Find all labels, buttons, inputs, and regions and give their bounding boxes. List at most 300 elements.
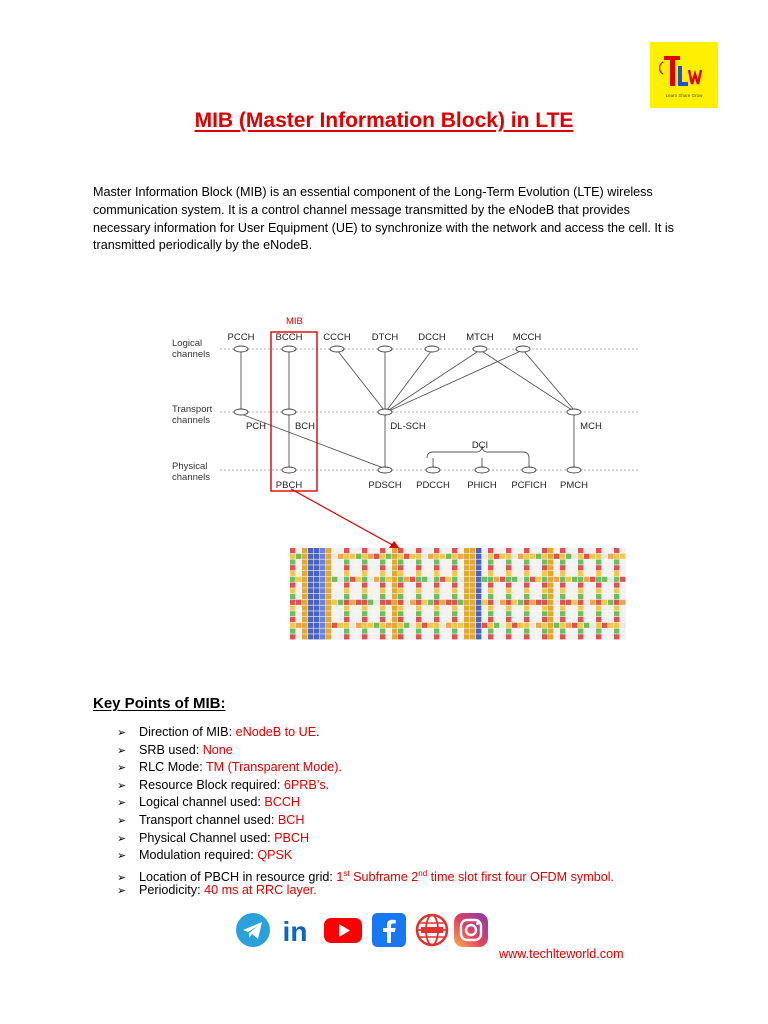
- grid-cell: [326, 588, 331, 593]
- grid-cell: [398, 554, 403, 559]
- transport-channel-bch: BCH: [294, 421, 316, 432]
- grid-cell: [476, 617, 481, 622]
- grid-cell: [446, 606, 451, 611]
- grid-cell: [464, 606, 469, 611]
- grid-cell: [464, 600, 469, 605]
- row-label-transport-1: Transport: [172, 404, 213, 415]
- grid-cell: [302, 588, 307, 593]
- grid-cell: [506, 611, 511, 616]
- grid-cell: [596, 577, 601, 582]
- key-point-label: Physical Channel used:: [139, 830, 275, 845]
- grid-cell: [332, 554, 337, 559]
- grid-cell: [416, 594, 421, 599]
- grid-cell: [422, 617, 427, 622]
- grid-cell: [488, 629, 493, 634]
- grid-cell: [524, 560, 529, 565]
- grid-cell: [398, 623, 403, 628]
- grid-cell: [320, 583, 325, 588]
- grid-cell: [470, 600, 475, 605]
- grid-cell: [350, 600, 355, 605]
- grid-cell: [494, 554, 499, 559]
- grid-cell: [416, 571, 421, 576]
- grid-cell: [350, 560, 355, 565]
- grid-cell: [296, 629, 301, 634]
- grid-cell: [392, 617, 397, 622]
- grid-cell: [470, 594, 475, 599]
- grid-cell: [512, 623, 517, 628]
- grid-cell: [530, 606, 535, 611]
- grid-cell: [536, 588, 541, 593]
- grid-cell: [314, 548, 319, 553]
- grid-cell: [566, 611, 571, 616]
- grid-cell: [542, 583, 547, 588]
- grid-cell: [338, 577, 343, 582]
- grid-cell: [320, 600, 325, 605]
- grid-cell: [380, 588, 385, 593]
- grid-cell: [578, 623, 583, 628]
- grid-cell: [362, 560, 367, 565]
- grid-cell: [374, 548, 379, 553]
- grid-cell: [434, 560, 439, 565]
- grid-cell: [374, 565, 379, 570]
- grid-cell: [500, 600, 505, 605]
- grid-cell: [416, 617, 421, 622]
- grid-cell: [458, 583, 463, 588]
- grid-cell: [488, 611, 493, 616]
- grid-cell: [404, 588, 409, 593]
- grid-cell: [476, 611, 481, 616]
- key-point-value: BCCH: [264, 795, 301, 810]
- linkedin-icon[interactable]: [278, 913, 312, 947]
- grid-cell: [404, 629, 409, 634]
- grid-cell: [308, 611, 313, 616]
- grid-cell: [512, 583, 517, 588]
- grid-cell: [566, 577, 571, 582]
- grid-cell: [404, 571, 409, 576]
- grid-cell: [560, 623, 565, 628]
- grid-cell: [488, 600, 493, 605]
- grid-cell: [554, 600, 559, 605]
- grid-cell: [290, 554, 295, 559]
- grid-cell: [296, 588, 301, 593]
- grid-cell: [452, 606, 457, 611]
- grid-cell: [362, 565, 367, 570]
- grid-cell: [386, 594, 391, 599]
- logo-tagline: Learn Share Grow: [665, 93, 703, 98]
- grid-cell: [428, 600, 433, 605]
- bullet-arrow-icon: ➢: [117, 850, 127, 863]
- grid-cell: [380, 548, 385, 553]
- grid-cell: [374, 611, 379, 616]
- grid-cell: [560, 594, 565, 599]
- grid-cell: [422, 594, 427, 599]
- grid-cell: [320, 617, 325, 622]
- grid-cell: [434, 623, 439, 628]
- grid-cell: [350, 611, 355, 616]
- grid-cell: [476, 623, 481, 628]
- grid-cell: [482, 548, 487, 553]
- grid-cell: [584, 583, 589, 588]
- grid-cell: [440, 571, 445, 576]
- logical-channel-mtch: MTCH: [466, 332, 494, 343]
- grid-cell: [290, 548, 295, 553]
- grid-cell: [344, 611, 349, 616]
- grid-cell: [416, 634, 421, 639]
- grid-cell: [386, 577, 391, 582]
- grid-cell: [398, 565, 403, 570]
- grid-cell: [296, 548, 301, 553]
- grid-cell: [506, 565, 511, 570]
- grid-cell: [524, 611, 529, 616]
- grid-cell: [524, 577, 529, 582]
- grid-cell: [530, 571, 535, 576]
- transport-channel-dl-sch: DL-SCH: [390, 421, 426, 432]
- grid-cell: [548, 611, 553, 616]
- grid-cell: [410, 571, 415, 576]
- grid-cell: [554, 583, 559, 588]
- grid-cell: [566, 571, 571, 576]
- grid-cell: [398, 600, 403, 605]
- grid-cell: [500, 623, 505, 628]
- grid-cell: [386, 617, 391, 622]
- grid-cell: [392, 571, 397, 576]
- grid-cell: [392, 588, 397, 593]
- grid-cell: [344, 606, 349, 611]
- grid-cell: [344, 600, 349, 605]
- grid-cell: [320, 634, 325, 639]
- grid-cell: [416, 548, 421, 553]
- youtube-icon[interactable]: [323, 913, 363, 947]
- grid-cell: [578, 577, 583, 582]
- grid-cell: [596, 617, 601, 622]
- grid-cell: [518, 548, 523, 553]
- grid-cell: [584, 560, 589, 565]
- row-label-physical-2: channels: [172, 472, 211, 483]
- grid-cell: [572, 617, 577, 622]
- grid-cell: [302, 634, 307, 639]
- grid-cell: [308, 571, 313, 576]
- grid-cell: [356, 577, 361, 582]
- grid-cell: [314, 623, 319, 628]
- grid-cell: [386, 600, 391, 605]
- grid-cell: [524, 554, 529, 559]
- grid-cell: [344, 583, 349, 588]
- grid-cell: [344, 571, 349, 576]
- grid-cell: [416, 583, 421, 588]
- grid-cell: [290, 617, 295, 622]
- grid-cell: [530, 577, 535, 582]
- grid-cell: [338, 594, 343, 599]
- grid-cell: [296, 617, 301, 622]
- grid-cell: [554, 577, 559, 582]
- grid-cell: [506, 617, 511, 622]
- grid-cell: [590, 565, 595, 570]
- bullet-arrow-icon: ➢: [117, 779, 127, 792]
- grid-cell: [362, 611, 367, 616]
- grid-cell: [608, 577, 613, 582]
- grid-cell: [332, 623, 337, 628]
- grid-cell: [602, 560, 607, 565]
- grid-cell: [602, 577, 607, 582]
- grid-cell: [344, 588, 349, 593]
- grid-cell: [548, 588, 553, 593]
- grid-cell: [620, 588, 625, 593]
- grid-cell: [548, 565, 553, 570]
- grid-cell: [416, 560, 421, 565]
- key-points-list: [117, 724, 614, 900]
- grid-cell: [524, 623, 529, 628]
- grid-cell: [350, 554, 355, 559]
- grid-cell: [344, 560, 349, 565]
- grid-cell: [464, 571, 469, 576]
- grid-cell: [434, 577, 439, 582]
- key-point-value: 6PRB’s.: [283, 777, 330, 792]
- grid-cell: [596, 554, 601, 559]
- key-point-label: Resource Block required:: [139, 777, 284, 792]
- grid-cell: [590, 548, 595, 553]
- grid-cell: [512, 634, 517, 639]
- grid-cell: [506, 629, 511, 634]
- grid-cell: [404, 594, 409, 599]
- grid-cell: [392, 606, 397, 611]
- grid-cell: [512, 571, 517, 576]
- grid-cell: [608, 606, 613, 611]
- grid-cell: [422, 634, 427, 639]
- grid-cell: [398, 583, 403, 588]
- grid-cell: [560, 611, 565, 616]
- grid-cell: [542, 634, 547, 639]
- grid-cell: [374, 588, 379, 593]
- grid-cell: [536, 583, 541, 588]
- grid-cell: [518, 629, 523, 634]
- physical-channel-phich: PHICH: [467, 480, 497, 491]
- grid-cell: [464, 577, 469, 582]
- grid-cell: [572, 600, 577, 605]
- grid-cell: [302, 611, 307, 616]
- grid-cell: [614, 634, 619, 639]
- grid-cell: [290, 583, 295, 588]
- grid-cell: [428, 629, 433, 634]
- grid-cell: [344, 629, 349, 634]
- grid-cell: [296, 583, 301, 588]
- grid-cell: [332, 571, 337, 576]
- grid-cell: [602, 571, 607, 576]
- grid-cell: [590, 634, 595, 639]
- grid-cell: [476, 560, 481, 565]
- grid-cell: [440, 554, 445, 559]
- grid-cell: [464, 623, 469, 628]
- grid-cell: [512, 600, 517, 605]
- grid-cell: [374, 560, 379, 565]
- grid-cell: [566, 623, 571, 628]
- bullet-arrow-icon: ➢: [117, 762, 127, 775]
- grid-cell: [320, 548, 325, 553]
- grid-cell: [482, 571, 487, 576]
- grid-cell: [536, 611, 541, 616]
- grid-cell: [620, 600, 625, 605]
- grid-cell: [308, 594, 313, 599]
- grid-cell: [596, 571, 601, 576]
- grid-cell: [536, 548, 541, 553]
- grid-cell: [482, 583, 487, 588]
- grid-cell: [398, 594, 403, 599]
- grid-cell: [356, 606, 361, 611]
- grid-cell: [608, 594, 613, 599]
- instagram-icon[interactable]: [454, 913, 488, 947]
- grid-cell: [620, 583, 625, 588]
- grid-cell: [488, 617, 493, 622]
- grid-cell: [500, 554, 505, 559]
- grid-cell: [512, 594, 517, 599]
- grid-cell: [506, 600, 511, 605]
- grid-cell: [560, 565, 565, 570]
- grid-cell: [620, 548, 625, 553]
- grid-cell: [296, 623, 301, 628]
- grid-cell: [530, 594, 535, 599]
- grid-cell: [368, 571, 373, 576]
- grid-cell: [404, 565, 409, 570]
- grid-cell: [302, 629, 307, 634]
- grid-cell: [596, 634, 601, 639]
- grid-cell: [512, 565, 517, 570]
- grid-cell: [542, 571, 547, 576]
- telegram-icon[interactable]: [236, 913, 270, 947]
- grid-cell: [320, 594, 325, 599]
- grid-cell: [482, 606, 487, 611]
- grid-cell: [434, 583, 439, 588]
- web-icon[interactable]: [415, 913, 449, 947]
- grid-cell: [428, 583, 433, 588]
- grid-cell: [332, 560, 337, 565]
- grid-cell: [416, 606, 421, 611]
- bullet-arrow-icon: ➢: [117, 744, 127, 757]
- grid-cell: [524, 565, 529, 570]
- mib-label: MIB: [286, 316, 303, 327]
- grid-cell: [356, 554, 361, 559]
- grid-cell: [596, 606, 601, 611]
- key-point-direction: [117, 724, 614, 742]
- grid-cell: [584, 571, 589, 576]
- grid-cell: [476, 588, 481, 593]
- grid-cell: [440, 560, 445, 565]
- grid-cell: [530, 600, 535, 605]
- grid-cell: [560, 571, 565, 576]
- bullet-arrow-icon: ➢: [117, 885, 127, 898]
- grid-cell: [494, 629, 499, 634]
- grid-cell: [488, 577, 493, 582]
- grid-cell: [308, 588, 313, 593]
- grid-cell: [422, 629, 427, 634]
- grid-cell: [440, 565, 445, 570]
- grid-cell: [320, 577, 325, 582]
- grid-cell: [296, 600, 301, 605]
- grid-cell: [368, 634, 373, 639]
- grid-cell: [482, 611, 487, 616]
- grid-cell: [422, 611, 427, 616]
- grid-cell: [398, 611, 403, 616]
- grid-cell: [380, 606, 385, 611]
- grid-cell: [482, 588, 487, 593]
- grid-cell: [410, 611, 415, 616]
- bullet-arrow-icon: ➢: [117, 871, 127, 884]
- grid-cell: [314, 571, 319, 576]
- facebook-icon[interactable]: [372, 913, 406, 947]
- physical-channel-pcfich: PCFICH: [511, 480, 547, 491]
- grid-cell: [584, 634, 589, 639]
- grid-cell: [314, 617, 319, 622]
- grid-cell: [566, 548, 571, 553]
- grid-cell: [584, 548, 589, 553]
- grid-cell: [476, 634, 481, 639]
- grid-cell: [296, 560, 301, 565]
- grid-cell: [320, 554, 325, 559]
- grid-cell: [446, 560, 451, 565]
- grid-cell: [494, 588, 499, 593]
- grid-cell: [602, 606, 607, 611]
- grid-cell: [308, 560, 313, 565]
- grid-cell: [536, 606, 541, 611]
- svg-text:in: in: [282, 916, 308, 947]
- grid-cell: [302, 623, 307, 628]
- grid-cell: [422, 571, 427, 576]
- grid-cell: [386, 606, 391, 611]
- grid-cell: [434, 611, 439, 616]
- grid-cell: [470, 554, 475, 559]
- grid-cell: [422, 600, 427, 605]
- grid-cell: [314, 577, 319, 582]
- grid-cell: [608, 611, 613, 616]
- grid-cell: [386, 588, 391, 593]
- grid-cell: [590, 606, 595, 611]
- grid-cell: [452, 560, 457, 565]
- grid-cell: [602, 611, 607, 616]
- grid-cell: [386, 623, 391, 628]
- grid-cell: [434, 629, 439, 634]
- grid-cell: [512, 548, 517, 553]
- grid-cell: [290, 577, 295, 582]
- grid-cell: [320, 588, 325, 593]
- grid-cell: [368, 611, 373, 616]
- grid-cell: [380, 571, 385, 576]
- grid-cell: [524, 617, 529, 622]
- grid-cell: [578, 565, 583, 570]
- key-point-value: eNodeB to UE: [235, 725, 317, 739]
- grid-cell: [518, 594, 523, 599]
- grid-cell: [350, 577, 355, 582]
- bullet-arrow-icon: ➢: [117, 814, 127, 827]
- grid-cell: [398, 571, 403, 576]
- website-link[interactable]: www.techlteworld.com: [499, 947, 624, 961]
- grid-cell: [308, 634, 313, 639]
- grid-cell: [368, 600, 373, 605]
- grid-cell: [620, 634, 625, 639]
- grid-cell: [344, 634, 349, 639]
- grid-cell: [380, 594, 385, 599]
- grid-cell: [584, 565, 589, 570]
- grid-cell: [470, 623, 475, 628]
- grid-cell: [422, 577, 427, 582]
- grid-cell: [416, 565, 421, 570]
- grid-cell: [374, 554, 379, 559]
- grid-cell: [566, 554, 571, 559]
- grid-cell: [530, 634, 535, 639]
- grid-cell: [608, 617, 613, 622]
- row-label-physical-1: Physical: [172, 461, 208, 472]
- grid-cell: [290, 565, 295, 570]
- grid-cell: [320, 560, 325, 565]
- grid-cell: [488, 565, 493, 570]
- grid-cell: [584, 623, 589, 628]
